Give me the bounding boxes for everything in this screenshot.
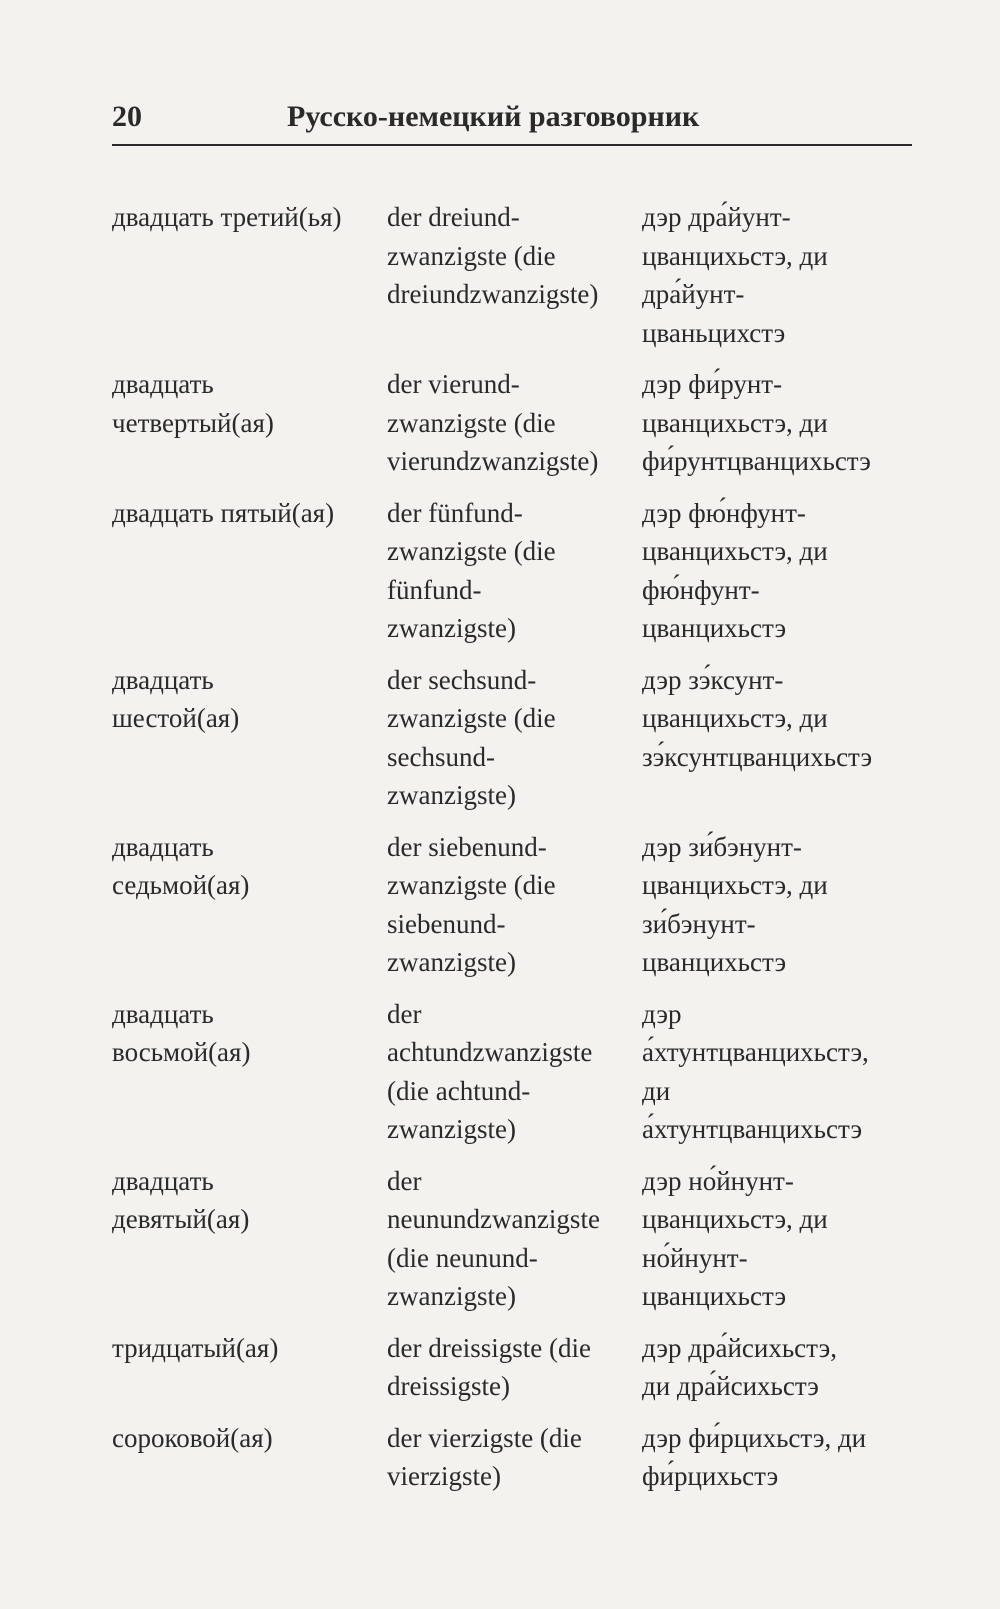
russian-term: двадцать седьмой(ая) (112, 831, 250, 900)
russian-term: двадцать третий(ья) (112, 202, 342, 232)
phrase-entry (112, 494, 912, 648)
german-term: der neunundzwanzigste (die neunund- zwanzigste) (387, 1165, 600, 1311)
phrase-entry (112, 661, 912, 815)
german-term: der dreissigste (die dreissigste) (387, 1332, 591, 1401)
russian-term: тридцатый(ая) (112, 1332, 279, 1363)
phrase-table (112, 198, 912, 1496)
russian-term: двадцать шестой(ая) (112, 664, 240, 733)
page-title: Русско-немецкий разговорник (287, 100, 700, 133)
transcription: дэр фи́рцихьстэ, ди фи́рцихьстэ (642, 1422, 867, 1491)
german-term: der sechsund- zwanzigste (die sechsund- zwanzigste) (387, 664, 556, 810)
german-term: der fünfund- zwanzigste (die fünfund- zwanzigste) (387, 497, 556, 643)
transcription: дэр зи́бэнунт- цванцихьстэ, ди зи́бэнунт- цванцихьстэ (642, 831, 828, 977)
phrase-entry (112, 1329, 912, 1406)
german-term: der siebenund- zwanzigste (die siebenund- zwanzigste) (387, 831, 556, 977)
transcription: дэр дра́йунт- цванцихьстэ, ди дра́йунт- цваньцихстэ (642, 202, 828, 348)
russian-term: двадцать четвертый(ая) (112, 369, 274, 438)
transcription: дэр фю́нфунт- цванцихьстэ, ди фю́нфунт- цванцихьстэ (642, 497, 828, 643)
german-term: der achtundzwanzigste (die achtund- zwanzigste) (387, 998, 593, 1144)
russian-term: двадцать восьмой(ая) (112, 998, 251, 1067)
german-term: der vierzigste (die vierzigste) (387, 1422, 582, 1491)
phrase-entry (112, 1162, 912, 1316)
page (112, 100, 912, 1509)
phrase-entry (112, 365, 912, 481)
phrase-entry (112, 1419, 912, 1496)
transcription: дэр дра́йсихьстэ, ди дра́йсихьстэ (642, 1332, 837, 1401)
transcription: дэр а́хтунтцванцихьстэ, ди а́хтунтцванцихьстэ (642, 998, 869, 1144)
russian-term: сороковой(ая) (112, 1422, 273, 1453)
russian-term: двадцать девятый(ая) (112, 1165, 250, 1234)
phrase-entry (112, 828, 912, 982)
russian-term: двадцать пятый(ая) (112, 497, 335, 528)
running-head (112, 100, 912, 146)
page-number: 20 (112, 100, 142, 133)
transcription: дэр но́йнунт- цванцихьстэ, ди но́йнунт- цванцихьстэ (642, 1165, 828, 1311)
transcription: дэр зэ́ксунт- цванцихьстэ, ди зэ́ксунтцванцихьстэ (642, 664, 873, 772)
phrase-entry (112, 995, 912, 1149)
phrase-entry (112, 198, 912, 352)
transcription: дэр фи́рунт- цванцихьстэ, ди фи́рунтцванцихьстэ (642, 369, 871, 476)
german-term: der vierund- zwanzigste (die vierundzwanzigste) (387, 369, 599, 476)
german-term: der dreiund- zwanzigste (die dreiundzwanzigste) (387, 202, 599, 309)
